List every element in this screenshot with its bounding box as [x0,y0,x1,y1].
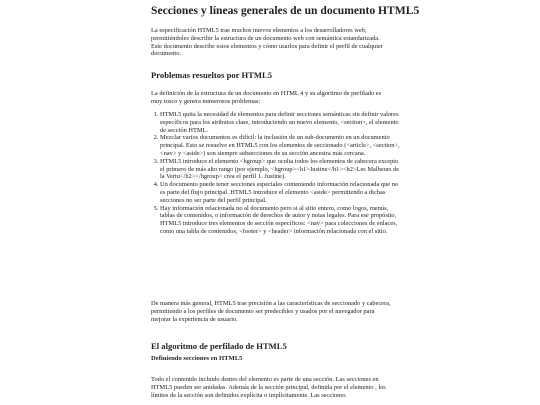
sections-paragraph: Todo el contenido incluido dentro del elemento es parte de una sección. Las secciones en HTML5 pueden ser anidadas. Además de la sección principal, definida por el elemento , los límites de la sección son definidos explícita o implícitamente. Las secciones [151,376,386,399]
page-title: Secciones y líneas generales de un documento HTML5 [151,4,420,17]
intro-paragraph: La especificación HTML5 trae muchos nuevos elementos a los desarrolladores web, permitiéndoles describir la estructura de un documento web con semántica estandarizada. Este documento describe estos elementos y cómo usarlos para definir el perfil de cualquier documento. [151,27,383,58]
list-item: 3. HTML5 introduce el elemento <hgroup> que oculta todos los elementos de cabecera excepto el primero de más alto rango (por ejemplo, <hgroup><h1>Justine</h1><h2>Les Malheurs de la Vertu</h2></hgroup> crea el perfil 1. Justine). [160,158,400,181]
problems-list [151,111,400,236]
list-item: 2. Mezclar varios documentos es difícil: la inclusión de un sub-documento en un documento principal. Esto se resuelve en HTML5 con los elementos de seccionado (<article>, <section>, <nav> y <aside>) son siempre subsecciones de su sección ancestra más cercana. [160,134,400,157]
list-item: 1. HTML5 quita la necesidad de elementos para definir secciones semánticas sin definir valores específicos para los atributos clase, introduciendo un nuevo elemento, <section>, el elemento de sección HTML. [160,111,400,134]
subsection-heading-defining-sections: Definiendo secciones en HTML5 [151,355,243,362]
section-heading-algorithm: El algoritmo de perfilado de HTML5 [151,341,287,351]
section-heading-problems: Problemas resueltos por HTML5 [151,70,273,80]
section-lead-paragraph: La definición de la estructura de un documento en HTML 4 y su algoritmo de perfilado es muy tosco y genera numerosos problemas: [151,90,382,105]
list-item: 4. Un documento puede tener secciones especiales conteniendo información relacionada que no es parte del flujo principal. HTML5 introduce el elemento <aside> permitiendo a dichas secciones no ser parte del perfil principal. [160,181,400,204]
list-item: 5. Hay información relacionada no al documento pero si al sitio entero, como logos, menús, tablas de contenidos, o información de derechos de autor y notas legales. Para ese propósito, HTML5 introduce tres elementos de sección específicos: <nav> para colecciones de enlaces, como una tabla de contenidos, <footer> y <header> información relacionada con el sitio. [160,205,400,236]
closing-paragraph: De manera más general, HTML5 trae precisión a las características de seccionado y cabecera, permitiendo a los perfiles de documento ser predecibles y usados por el navegador para mejorar la experiencia de usuario. [151,300,391,323]
